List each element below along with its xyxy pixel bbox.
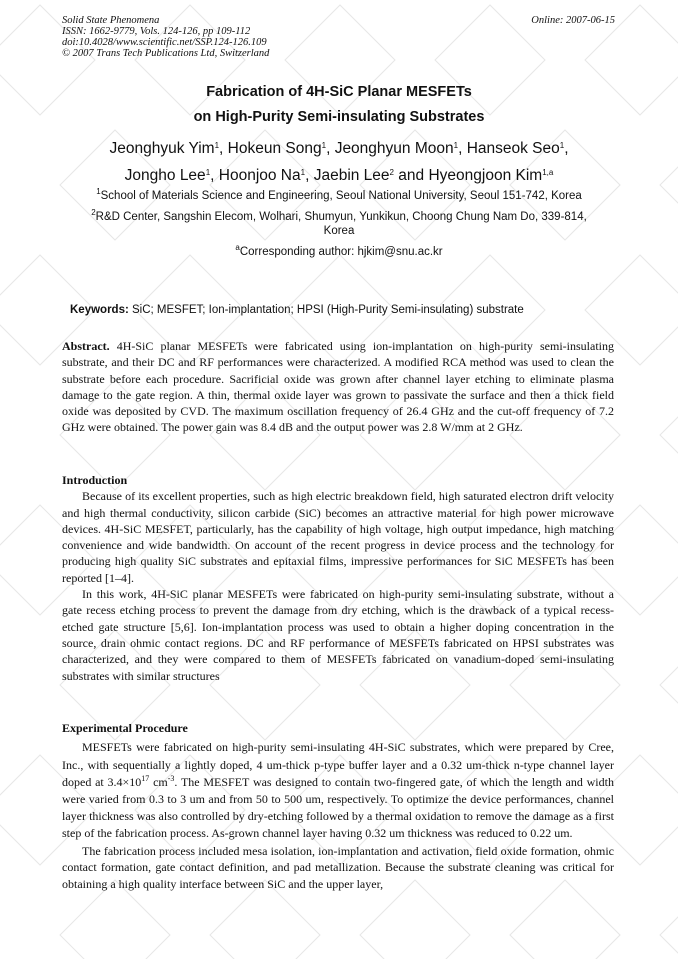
author-affiliation-marker: 1: [205, 168, 211, 177]
corresponding-email: Corresponding author: hjkim@snu.ac.kr: [239, 246, 443, 258]
abstract-text: 4H-SiC planar MESFETs were fabricated using ion-implantation on high-purity semi-insulating substrate, and their DC and RF performances were characterized. A modified RCA method was used to clean the substrate before each procedure. Sacrificial oxide was grown after channel layer etching to eliminate plasma damage to the gate region. A thin, thermal oxide layer was grown to passivate the surface and then a thick field oxide was deposited by CVD. The maximum oscillation frequency of 26.4 GHz and the cut-off frequency of 7.2 GHz were obtained. The power gain was 8.4 dB and the output power was 2.8 W/mm at 2 GHz.: [62, 339, 614, 435]
watermark-diamond: [660, 380, 678, 490]
keywords: [70, 303, 524, 317]
author-separator: ,: [305, 167, 314, 184]
author-name: Hanseok Seo: [466, 140, 560, 157]
author-separator: ,: [210, 167, 219, 184]
journal-issn: ISSN: 1662-9779, Vols. 124-126, pp 109-112: [62, 26, 251, 37]
author-affiliation-marker: 1: [453, 141, 459, 150]
affiliation-1-text: School of Materials Science and Engineering, Seoul National University, Seoul 151-742, Korea: [100, 190, 582, 202]
experimental-paragraph-1: MESFETs were fabricated on high-purity semi-insulating 4H-SiC substrates, which were prepared by Cree, Inc., with sequentially a lightly doped, 4 um-thick p-type buffer layer and a 0.32 um-thick n-type channel layer doped at $3.4\times 10^{17}$ $cm^{-3}$. The MESFET was designed to contain two-fingered gate, of which the length and width were varied from 0.3 to 3 um and from 50 to 500 um, respectively. To optimize the device performances, channel layer thickness was also controlled by dry-etching followed by a thermal oxidation to remove the damage as a first step of the fabrication process. As-grown channel layer having 0.32 um thickness was reduced to 0.22 um.: [62, 740, 614, 841]
affiliation-1: [62, 189, 616, 203]
author-line-1: [0, 135, 678, 162]
online-date: Online: 2007-06-15: [531, 15, 615, 26]
abstract: [62, 338, 614, 436]
affiliation-1-marker: 1: [96, 187, 101, 196]
experimental-paragraph-2: The fabrication process included mesa isolation, ion-implantation and activation, field oxide formation, ohmic contact formation, gate contact definition, and pad metallization. Because the substrate cleaning was critical for obtaining a high quality interface between SiC and the upper layer,: [62, 843, 614, 891]
affiliation-2-marker: 2: [91, 208, 96, 217]
author-affiliation-marker: 1: [214, 141, 220, 150]
author-list: [0, 135, 678, 189]
affiliation-2: [62, 210, 616, 238]
author-line-2: [0, 162, 678, 189]
title-line-1: Fabrication of 4H-SiC Planar MESFETs: [206, 84, 472, 100]
author-separator: ,: [564, 140, 569, 157]
paper-title: [0, 80, 678, 130]
affiliation-2-country: Korea: [323, 225, 355, 237]
introduction-section: [62, 472, 614, 684]
watermark-diamond: [660, 630, 678, 740]
author-name: Hoonjoo Na: [218, 167, 301, 184]
author-name: Hyeongjoon Kim: [428, 167, 543, 184]
abstract-label: Abstract.: [62, 339, 110, 353]
author-separator: ,: [219, 140, 228, 157]
author-name: Jaebin Lee: [313, 167, 390, 184]
journal-name: Solid State Phenomena: [62, 15, 160, 26]
corresponding-author: [62, 245, 616, 259]
introduction-heading: Introduction: [62, 473, 128, 487]
title-line-2: on High-Purity Semi-insulating Substrates: [193, 109, 485, 125]
watermark-diamond: [660, 880, 678, 959]
corresponding-marker: a: [235, 243, 240, 252]
author-name: Hokeun Song: [227, 140, 322, 157]
journal-info: [62, 15, 392, 59]
introduction-paragraph-1: Because of its excellent properties, such as high electric breakdown field, high saturated electron drift velocity and high thermal conductivity, silicon carbide (SiC) becomes an attractive material for high power microwave devices. 4H-SiC MESFET, particularly, has the capability of high voltage, high output impedance, high matching convenience and wide bandwidth. On account of the recent progress in device process and the technology for producing high quality SiC substrates and epitaxial films, impressive performances for SiC MESFETs has been reported [1–4].: [62, 489, 614, 585]
introduction-paragraph-2: In this work, 4H-SiC planar MESFETs were fabricated on high-purity semi-insulating substrate, without a gate recess etching process to prevent the damage from dry etching, which is the drawback of a typical recess-etched gate structure [5,6]. Ion-implantation process was used to obtain a higher doping concentration in the source, drain ohmic contact regions. DC and RF performance of MESFETs fabricated on HPSI substrates was characterized, and they were compared to them of MESFETs fabricated on vanadium-doped semi-insulating substrates with similar structures: [62, 587, 614, 683]
author-affiliation-marker: 1: [300, 168, 306, 177]
experimental-section: [62, 720, 614, 892]
author-name: Jeonghyun Moon: [334, 140, 454, 157]
author-affiliation-marker: 1,a: [542, 168, 554, 177]
experimental-heading: Experimental Procedure: [62, 721, 188, 735]
author-affiliation-marker: 1: [321, 141, 327, 150]
journal-doi: doi:10.4028/www.scientific.net/SSP.124-126.109: [62, 37, 267, 48]
author-separator: ,: [326, 140, 335, 157]
journal-copyright: © 2007 Trans Tech Publications Ltd, Switzerland: [62, 48, 270, 59]
keywords-label: Keywords:: [70, 304, 129, 316]
author-affiliation-marker: 1: [559, 141, 565, 150]
keywords-text: SiC; MESFET; Ion-implantation; HPSI (High-Purity Semi-insulating) substrate: [128, 304, 524, 316]
author-name: Jongho Lee: [124, 167, 206, 184]
author-separator: and: [394, 167, 429, 184]
author-name: Jeonghyuk Yim: [109, 140, 215, 157]
author-affiliation-marker: 2: [389, 168, 394, 177]
author-separator: ,: [458, 140, 467, 157]
affiliation-2-text: R&D Center, Sangshin Elecom, Wolhari, Shumyun, Yunkikun, Choong Chung Nam Do, 339-814,: [95, 211, 587, 223]
